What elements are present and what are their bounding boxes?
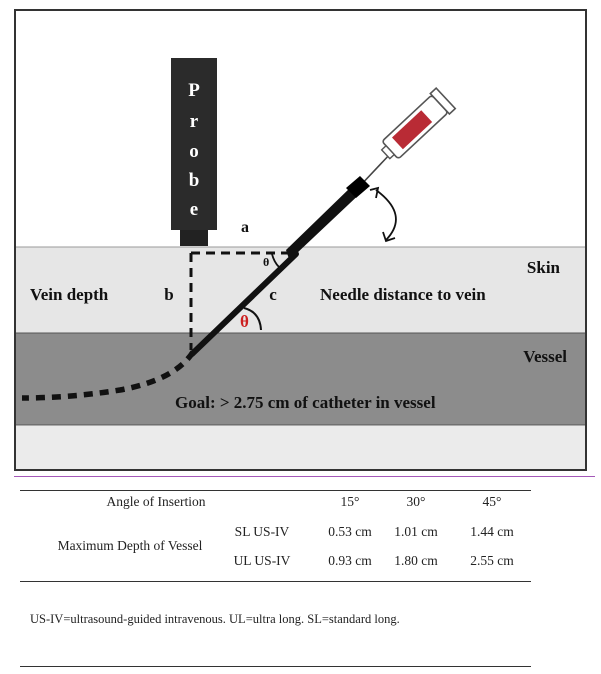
section-divider bbox=[14, 476, 595, 477]
side-c-label: c bbox=[269, 285, 277, 304]
header-angle-of-insertion: Angle of Insertion bbox=[106, 494, 206, 509]
table-cell: 2.55 cm bbox=[470, 553, 514, 568]
table-cell: 1.44 cm bbox=[470, 524, 514, 539]
needle-distance-label: Needle distance to vein bbox=[320, 285, 486, 304]
vein-depth-label: Vein depth bbox=[30, 285, 109, 304]
footnote-rule bbox=[20, 666, 531, 667]
row-group-label: Maximum Depth of Vessel bbox=[57, 538, 203, 553]
table-cell: 1.01 cm bbox=[394, 524, 438, 539]
theta-small-label: θ bbox=[263, 255, 270, 269]
table-cell: 0.93 cm bbox=[328, 553, 372, 568]
vessel-label: Vessel bbox=[523, 347, 567, 366]
table-cell: 1.80 cm bbox=[394, 553, 438, 568]
header-angle-45: 45° bbox=[482, 494, 502, 509]
row-label: UL US-IV bbox=[233, 553, 291, 568]
probe-letter: P bbox=[188, 80, 200, 101]
probe-letter: e bbox=[189, 199, 199, 220]
probe-letter: b bbox=[188, 170, 200, 191]
table-cell: 0.53 cm bbox=[328, 524, 372, 539]
side-b-label: b bbox=[164, 285, 174, 304]
skin-label: Skin bbox=[526, 258, 560, 277]
probe-letter: o bbox=[189, 141, 199, 162]
table-top-rule bbox=[20, 490, 531, 491]
header-angle-15: 15° bbox=[340, 494, 360, 509]
side-a-label: a bbox=[241, 219, 249, 236]
probe-letter: r bbox=[189, 111, 199, 132]
header-angle-30: 30° bbox=[406, 494, 426, 509]
theta-large-label: θ bbox=[240, 312, 249, 331]
row-label: SL US-IV bbox=[234, 524, 290, 539]
goal-label: Goal: > 2.75 cm of catheter in vessel bbox=[175, 393, 436, 412]
table-footnote: US-IV=ultrasound-guided intravenous. UL=ultra long. SL=standard long. bbox=[30, 612, 400, 626]
table-bottom-rule bbox=[20, 581, 531, 582]
